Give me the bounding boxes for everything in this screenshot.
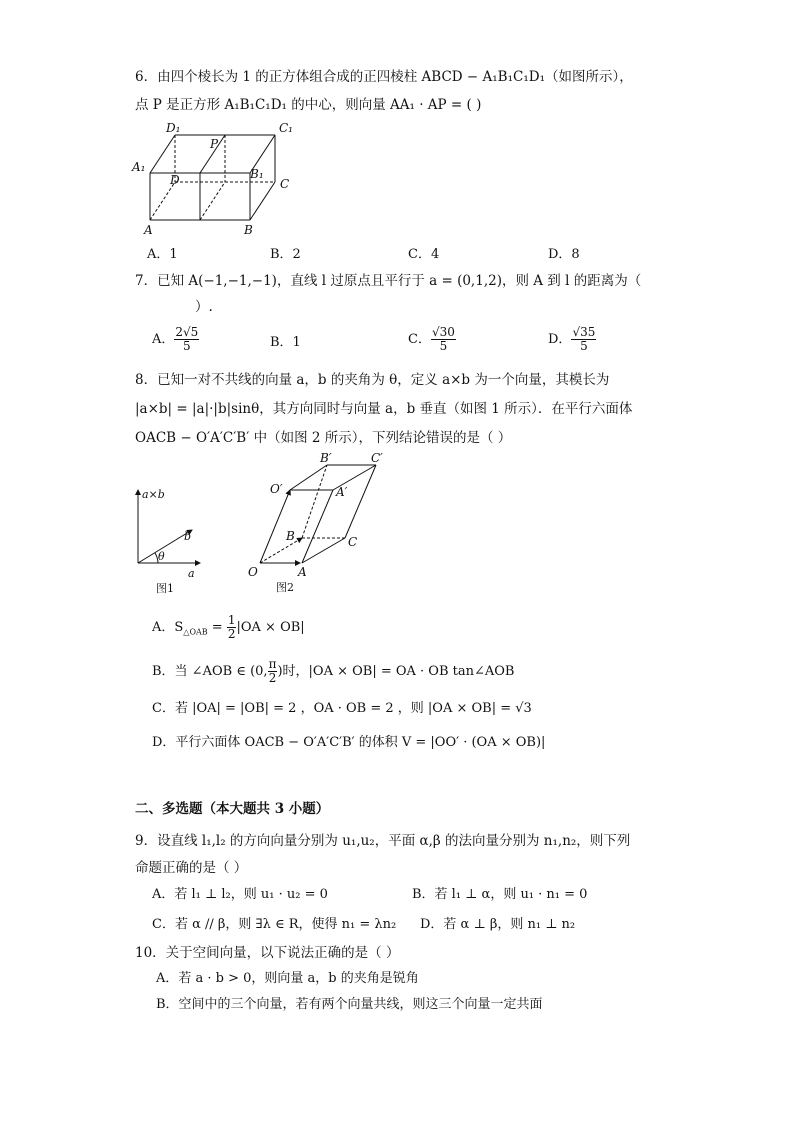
q6-option-b: B．2 — [270, 247, 301, 262]
fig1-label-a: a — [188, 567, 195, 580]
q10-option-a: A．若 a · b > 0，则向量 a，b 的夹角是锐角 — [156, 971, 419, 986]
fig2-label-Bp: B′ — [320, 451, 332, 465]
fig2-label-O: O — [248, 565, 258, 579]
q8-line3: OACB − O′A′C′B′ 中（如图 2 所示），下列结论错误的是（ ） — [135, 430, 512, 446]
fig1-label-b: b — [184, 530, 192, 543]
q9-option-b: B．若 l₁ ⊥ α，则 u₁ · n₁ = 0 — [412, 887, 588, 902]
q9-option-a: A．若 l₁ ⊥ l₂，则 u₁ · u₂ = 0 — [152, 887, 328, 902]
fig1-label-theta: θ — [158, 550, 165, 563]
fig2-label-Op: O′ — [270, 482, 283, 496]
q6-option-a: A．1 — [147, 247, 178, 262]
label-D: D — [170, 173, 180, 187]
q6-option-c: C．4 — [408, 247, 440, 262]
q8-option-d: D．平行六面体 OACB − O′A′C′B′ 的体积 V = |OO′ · (OA × OB)| — [152, 735, 546, 750]
label-C: C — [280, 177, 290, 191]
section-heading: 二、多选题（本大题共 3 小题） — [135, 801, 330, 817]
label-A: A — [144, 223, 153, 236]
q8-line1: 8．已知一对不共线的向量 a，b 的夹角为 θ，定义 a×b 为一个向量，其模长为 — [135, 372, 610, 388]
q10-option-b: B．空间中的三个向量，若有两个向量共线，则这三个向量一定共面 — [156, 997, 543, 1012]
q8-option-c: C．若 |OA| = |OB| = 2 ，OA · OB = 2 ，则 |OA × OB| = √3 — [152, 701, 532, 716]
label-C1: C₁ — [279, 121, 293, 135]
fig2-label-C: C — [348, 535, 358, 549]
q9-option-d: D．若 α ⊥ β，则 n₁ ⊥ n₂ — [420, 917, 576, 932]
fig1-caption: 图1 — [156, 582, 174, 595]
q8-figure-1 — [128, 480, 208, 598]
q9-line1: 9．设直线 l₁,l₂ 的方向向量分别为 u₁,u₂，平面 α,β 的法向量分别为 n₁,n₂，则下列 — [135, 833, 631, 849]
label-D1: D₁ — [166, 121, 181, 135]
q8-line2: |a×b| = |a|·|b|sinθ，其方向同时与向量 a，b 垂直（如图 1 所示）．在平行六面体 — [135, 401, 633, 417]
q10-line1: 10．关于空间向量，以下说法正确的是（ ） — [135, 945, 400, 961]
q6-line2: 点 P 是正方形 A₁B₁C₁D₁ 的中心，则向量 AA₁ · AP = ( ) — [135, 97, 482, 113]
fig2-caption: 图2 — [276, 581, 294, 594]
q7-option-b: B．1 — [270, 335, 301, 350]
q7-option-d: D． $\frac{√35}{5}$ — [548, 325, 596, 353]
q7-option-c: C． $\frac{√30}{5}$ — [408, 325, 455, 353]
q6-option-d: D．8 — [548, 247, 580, 262]
fig2-label-Cp: C′ — [371, 451, 383, 465]
q9-option-c: C．若 α // β，则 ∃λ ∈ R，使得 n₁ = λn₂ — [152, 917, 397, 932]
q6-line1: 6．由四个棱长为 1 的正方体组合成的正四棱柱 ABCD − A₁B₁C₁D₁（如图所示）， — [135, 69, 633, 85]
label-B: B — [244, 223, 253, 236]
q8-option-a: A．$S_{\triangle OAB}$ = $\frac{1}{2}$ |OA × OB| — [152, 613, 305, 641]
q8-option-b: B．当 ∠AOB ∈ (0, $\frac{\pi}{2}$ )时，|OA × OB| = OA · OB tan∠AOB — [152, 657, 515, 685]
label-P: P — [210, 137, 219, 151]
fig1-label-axb: a×b — [142, 488, 165, 501]
fig2-label-B: B — [286, 529, 295, 543]
label-B1: B₁ — [250, 167, 264, 181]
q8-figure-2 — [240, 448, 400, 598]
q6-cuboid-figure — [130, 118, 310, 236]
q7-line2: ）. — [195, 299, 213, 315]
q7-line1: 7．已知 A(−1,−1,−1)，直线 l 过原点且平行于 a = (0,1,2)，则 A 到 l 的距离为（ — [135, 273, 642, 289]
fig2-label-Ap: A′ — [336, 485, 348, 499]
q9-line2: 命题正确的是（ ） — [135, 860, 248, 876]
q7-option-a: A． $\frac{2√5}{5}$ — [152, 325, 199, 353]
fig2-label-A: A — [298, 565, 307, 579]
label-A1: A₁ — [132, 160, 146, 174]
